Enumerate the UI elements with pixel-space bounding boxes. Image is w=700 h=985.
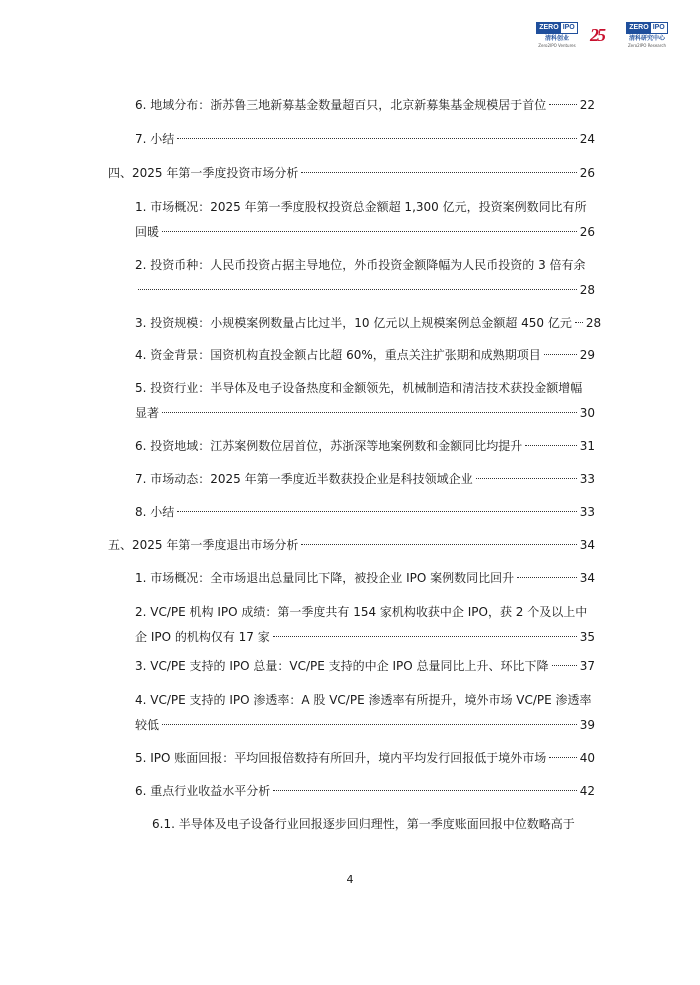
toc-entry[interactable]: 2. VC/PE 机构 IPO 成绩：第一季度共有 154 家机构收获中企 IPO，获 2 个及以上中 企 IPO 的机构仅有 17 家 35: [135, 605, 595, 644]
25th-anniversary-mark: 25: [590, 25, 604, 45]
toc-entry[interactable]: 2. 投资币种：人民币投资占据主导地位，外币投资金额降幅为人民币投资的 3 倍有余 28: [135, 258, 595, 297]
toc-entry[interactable]: 8. 小结 33: [135, 505, 595, 519]
page-number: 4: [346, 873, 354, 886]
toc-entry[interactable]: 5. IPO 账面回报：平均回报倍数持有所回升，境内平均发行回报低于境外市场 40: [135, 751, 595, 765]
zero2ipo-research-logo: ZERO IPO 清科研究中心 Zero2IPO Research: [627, 24, 667, 48]
toc-section-heading[interactable]: 五、2025 年第一季度退出市场分析 34: [108, 538, 595, 552]
toc-entry[interactable]: 7. 小结 24: [135, 132, 595, 146]
header-logos: [532, 22, 672, 48]
toc-entry[interactable]: 4. VC/PE 支持的 IPO 渗透率：A 股 VC/PE 渗透率有所提升，境外市场 VC/PE 渗透率 较低 39: [135, 693, 595, 732]
toc-subentry[interactable]: 6.1. 半导体及电子设备行业回报逐步回归理性，第一季度账面回报中位数略高于: [152, 817, 575, 831]
toc-entry[interactable]: 6. 地域分布：浙苏鲁三地新募基金数量超百只，北京新募集基金规模居于首位 22: [135, 98, 595, 112]
toc-section-heading[interactable]: 四、2025 年第一季度投资市场分析 26: [108, 166, 595, 180]
toc-entry[interactable]: 1. 市场概况：全市场退出总量同比下降，被投企业 IPO 案例数同比回升 34: [135, 571, 595, 585]
toc-entry[interactable]: 4. 资金背景：国资机构直投金额占比超 60%，重点关注扩张期和成熟期项目 29: [135, 348, 595, 362]
toc-entry[interactable]: 7. 市场动态：2025 年第一季度近半数获投企业是科技领域企业 33: [135, 472, 595, 486]
toc-entry[interactable]: 3. VC/PE 支持的 IPO 总量：VC/PE 支持的中企 IPO 总量同比上升、环比下降 37: [135, 659, 595, 673]
toc-entry[interactable]: 1. 市场概况：2025 年第一季度股权投资总金额超 1,300 亿元，投资案例数同比有所 回暖 26: [135, 200, 595, 239]
zero2ipo-ventures-logo: ZERO IPO 清科创业 Zero2IPO Ventures: [532, 22, 582, 48]
toc-entry[interactable]: 5. 投资行业：半导体及电子设备热度和金额领先，机械制造和清洁技术获投金额增幅 显著 30: [135, 381, 595, 420]
toc-entry[interactable]: 3. 投资规模：小规模案例数量占比过半，10 亿元以上规模案例总金额超 450 亿元 28: [135, 316, 602, 330]
toc-entry[interactable]: 6. 投资地域：江苏案例数位居首位，苏浙深等地案例数和金额同比均提升 31: [135, 439, 595, 453]
toc-entry[interactable]: 6. 重点行业收益水平分析 42: [135, 784, 595, 798]
